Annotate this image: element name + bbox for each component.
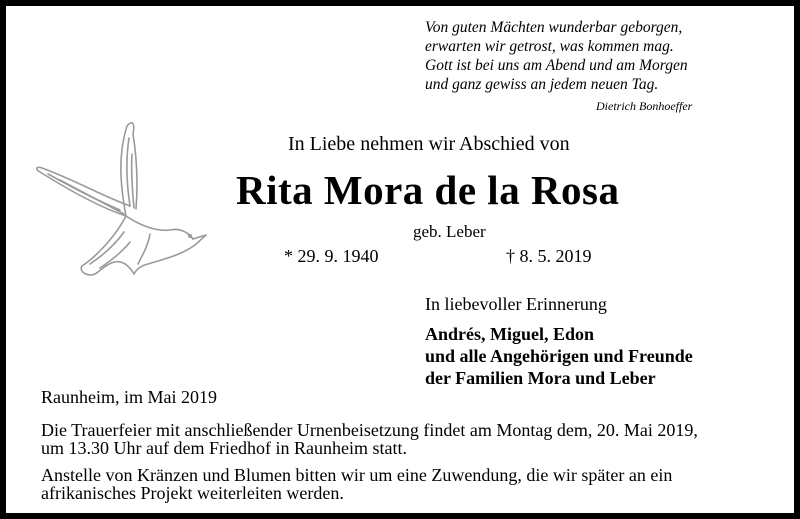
place-date: Raunheim, im Mai 2019 [41, 387, 217, 407]
mourners-line: Andrés, Miguel, Edon [425, 324, 595, 344]
deceased-name: Rita Mora de la Rosa [236, 167, 620, 213]
intro-text: In Liebe nehmen wir Abschied von [288, 133, 570, 155]
poem-line: Gott ist bei uns am Abend und am Morgen [425, 57, 688, 74]
ceremony-paragraph [41, 421, 786, 457]
donation-line: afrikanisches Projekt weiterleiten werden. [41, 483, 344, 503]
birth-date: * 29. 9. 1940 [284, 246, 379, 266]
poem-line: erwarten wir getrost, was kommen mag. [425, 38, 674, 55]
ceremony-line: Die Trauerfeier mit anschließender Urnenbeisetzung findet am Montag dem, 20. Mai 2019, [41, 420, 698, 440]
maiden-name: geb. Leber [413, 222, 486, 241]
dove-icon [30, 114, 210, 294]
memory-text: In liebevoller Erinnerung [425, 294, 607, 314]
poem-line: Von guten Mächten wunderbar geborgen, [425, 19, 683, 36]
poem-line: und ganz gewiss an jedem neuen Tag. [425, 76, 659, 93]
ceremony-line: um 13.30 Uhr auf dem Friedhof in Raunheim statt. [41, 438, 407, 458]
mourners-line: der Familien Mora und Leber [425, 368, 656, 388]
death-date: † 8. 5. 2019 [506, 246, 592, 266]
mourners-line: und alle Angehörigen und Freunde [425, 346, 693, 366]
mourners [425, 323, 693, 389]
donation-paragraph [41, 466, 786, 502]
poem-author: Dietrich Bonhoeffer [596, 99, 693, 113]
obituary-card [6, 6, 794, 513]
donation-line: Anstelle von Kränzen und Blumen bitten wir um eine Zuwendung, die wir später an ein [41, 465, 673, 485]
poem [425, 18, 745, 94]
